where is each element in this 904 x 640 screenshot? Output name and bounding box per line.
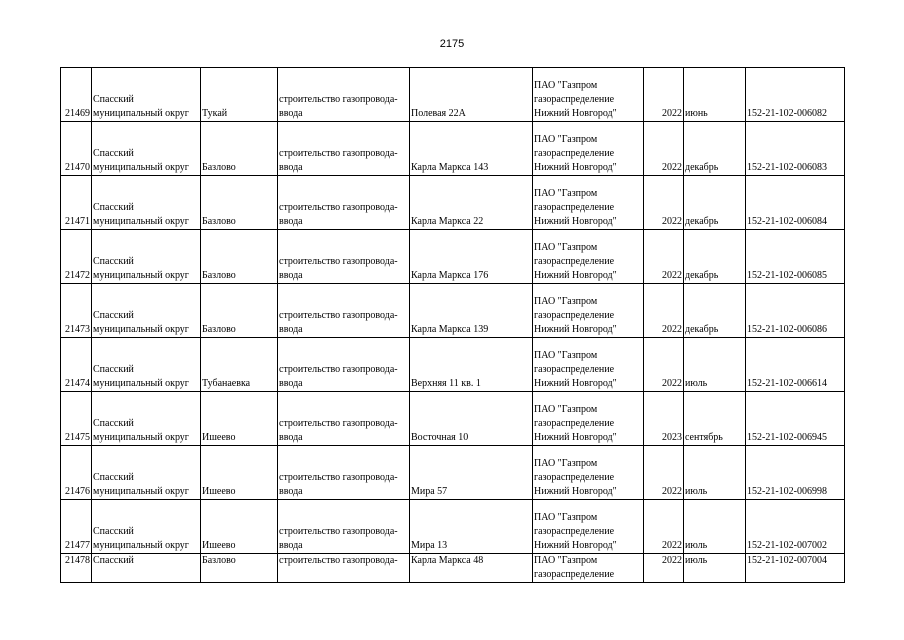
cell-organization-line: ПАО "Газпром [534,512,598,523]
cell-code: 152-21-102-007002 [746,500,845,554]
cell-number: 21470 [61,122,92,176]
cell-district-line: Спасский [93,94,134,105]
cell-district [92,230,201,284]
cell-district-line: муниципальный округ [93,324,189,335]
cell-district-line: муниципальный округ [93,486,189,497]
cell-district-line: муниципальный округ [93,378,189,389]
cell-organization-line: газораспределение [534,418,615,429]
cell-work-line: строительство газопровода- [279,256,398,267]
table-row [61,284,845,338]
page-number: 2175 [439,38,465,50]
table-row [61,338,845,392]
cell-organization-line: ПАО "Газпром [534,296,598,307]
cell-code: 152-21-102-006998 [746,446,845,500]
cell-organization-line: Нижний Новгород" [534,324,617,335]
cell-year: 2022 [644,554,684,583]
cell-code: 152-21-102-006086 [746,284,845,338]
cell-address: Карла Маркса 139 [410,284,533,338]
cell-district-line: Спасский [93,310,134,321]
cell-work-line: ввода [279,324,303,335]
cell-organization-line: ПАО "Газпром [534,242,598,253]
cell-organization-line: газораспределение [534,94,615,105]
table-row [61,500,845,554]
cell-work-line: строительство газопровода- [279,526,398,537]
cell-organization [533,230,644,284]
cell-organization [533,554,644,583]
cell-work [278,554,410,583]
cell-code: 152-21-102-006082 [746,68,845,122]
cell-address: Карла Маркса 176 [410,230,533,284]
cell-organization-line: газораспределение [534,256,615,267]
cell-number: 21476 [61,446,92,500]
cell-organization-line: газораспределение [534,526,615,537]
cell-district-line: Спасский [93,364,134,375]
cell-organization [533,338,644,392]
cell-organization-line: газораспределение [534,364,615,375]
cell-work-line: ввода [279,540,303,551]
cell-organization-line: Нижний Новгород" [534,162,617,173]
cell-district [92,122,201,176]
cell-organization-line: ПАО "Газпром [534,458,598,469]
cell-locality: Базлово [201,554,278,583]
cell-year: 2022 [644,338,684,392]
cell-district-line: Спасский [93,526,134,537]
cell-work-line: ввода [279,108,303,119]
cell-district-line: Спасский [93,418,134,429]
cell-month: сентябрь [684,392,746,446]
cell-organization-line: газораспределение [534,148,615,159]
cell-work-line: строительство газопровода- [279,418,398,429]
cell-work-line: строительство газопровода- [279,310,398,321]
cell-locality: Базлово [201,230,278,284]
cell-locality: Ишеево [201,446,278,500]
cell-number: 21472 [61,230,92,284]
cell-address: Восточная 10 [410,392,533,446]
cell-district [92,554,201,583]
cell-district-line: Спасский [93,202,134,213]
cell-organization-line: ПАО "Газпром [534,350,598,361]
cell-code: 152-21-102-006084 [746,176,845,230]
cell-address: Мира 57 [410,446,533,500]
cell-organization-line: Нижний Новгород" [534,108,617,119]
cell-number: 21471 [61,176,92,230]
table-row [61,122,845,176]
cell-work-line: ввода [279,216,303,227]
cell-year: 2022 [644,68,684,122]
cell-district-line: муниципальный округ [93,270,189,281]
cell-organization-line: газораспределение [534,202,615,213]
cell-district [92,68,201,122]
cell-organization-line: ПАО "Газпром [534,134,598,145]
cell-organization [533,122,644,176]
cell-address: Верхняя 11 кв. 1 [410,338,533,392]
cell-organization-line: газораспределение [534,569,615,580]
cell-work-line: строительство газопровода- [279,472,398,483]
cell-district-line: муниципальный округ [93,108,189,119]
table-row [61,176,845,230]
cell-district [92,284,201,338]
cell-work-line: ввода [279,270,303,281]
cell-work [278,338,410,392]
cell-locality: Ишеево [201,500,278,554]
cell-organization [533,176,644,230]
cell-number: 21469 [61,68,92,122]
cell-district-line: Спасский [93,555,134,566]
cell-work-line: ввода [279,486,303,497]
cell-locality: Тубанаевка [201,338,278,392]
cell-locality: Тукай [201,68,278,122]
cell-organization-line: газораспределение [534,472,615,483]
cell-month: декабрь [684,284,746,338]
cell-district-line: муниципальный округ [93,540,189,551]
cell-organization-line: ПАО "Газпром [534,404,598,415]
cell-work [278,500,410,554]
table-row [61,392,845,446]
cell-district-line: муниципальный округ [93,216,189,227]
table-row [61,446,845,500]
cell-organization-line: Нижний Новгород" [534,216,617,227]
cell-work [278,446,410,500]
cell-work-line: строительство газопровода- [279,202,398,213]
cell-work-line: строительство газопровода- [279,364,398,375]
cell-work [278,284,410,338]
cell-month: декабрь [684,176,746,230]
cell-locality: Базлово [201,176,278,230]
cell-work [278,392,410,446]
cell-code: 152-21-102-006614 [746,338,845,392]
cell-organization-line: ПАО "Газпром [534,555,598,566]
cell-work-line: ввода [279,432,303,443]
cell-organization-line: Нижний Новгород" [534,486,617,497]
cell-organization-line: Нижний Новгород" [534,378,617,389]
cell-work-line: строительство газопровода- [279,148,398,159]
table-row [61,68,845,122]
cell-number: 21478 [61,554,92,583]
cell-district [92,338,201,392]
cell-district-line: Спасский [93,148,134,159]
cell-address: Полевая 22А [410,68,533,122]
cell-work-line: строительство газопровода- [279,94,398,105]
cell-organization [533,68,644,122]
cell-year: 2023 [644,392,684,446]
cell-month: июль [684,554,746,583]
cell-number: 21474 [61,338,92,392]
cell-locality: Базлово [201,284,278,338]
cell-work-line: ввода [279,378,303,389]
cell-month: июнь [684,68,746,122]
table-row [61,554,845,583]
cell-organization-line: газораспределение [534,310,615,321]
cell-address: Карла Маркса 22 [410,176,533,230]
cell-organization-line: Нижний Новгород" [534,270,617,281]
cell-number: 21477 [61,500,92,554]
cell-organization-line: Нижний Новгород" [534,540,617,551]
cell-work [278,68,410,122]
cell-address: Карла Маркса 143 [410,122,533,176]
cell-work [278,230,410,284]
cell-district [92,392,201,446]
cell-year: 2022 [644,122,684,176]
cell-district [92,500,201,554]
cell-district [92,176,201,230]
cell-year: 2022 [644,230,684,284]
cell-work [278,176,410,230]
cell-work-line: ввода [279,162,303,173]
table-row [61,230,845,284]
cell-number: 21475 [61,392,92,446]
cell-month: декабрь [684,230,746,284]
cell-year: 2022 [644,446,684,500]
cell-month: июль [684,338,746,392]
cell-organization [533,392,644,446]
cell-code: 152-21-102-007004 [746,554,845,583]
cell-year: 2022 [644,500,684,554]
cell-locality: Базлово [201,122,278,176]
cell-organization-line: ПАО "Газпром [534,188,598,199]
cell-number: 21473 [61,284,92,338]
cell-district-line: Спасский [93,256,134,267]
cell-organization-line: Нижний Новгород" [534,432,617,443]
cell-address: Карла Маркса 48 [410,554,533,583]
cell-locality: Ишеево [201,392,278,446]
cell-district-line: муниципальный округ [93,432,189,443]
cell-address: Мира 13 [410,500,533,554]
cell-code: 152-21-102-006083 [746,122,845,176]
cell-month: июль [684,446,746,500]
cell-organization [533,500,644,554]
cell-work-line: строительство газопровода- [279,555,398,566]
cell-organization [533,284,644,338]
cell-organization [533,446,644,500]
cell-code: 152-21-102-006085 [746,230,845,284]
cell-year: 2022 [644,176,684,230]
cell-year: 2022 [644,284,684,338]
cell-code: 152-21-102-006945 [746,392,845,446]
cell-month: июль [684,500,746,554]
cell-work [278,122,410,176]
cell-district-line: Спасский [93,472,134,483]
cell-month: декабрь [684,122,746,176]
registry-table [60,67,845,583]
cell-organization-line: ПАО "Газпром [534,80,598,91]
cell-district-line: муниципальный округ [93,162,189,173]
cell-district [92,446,201,500]
